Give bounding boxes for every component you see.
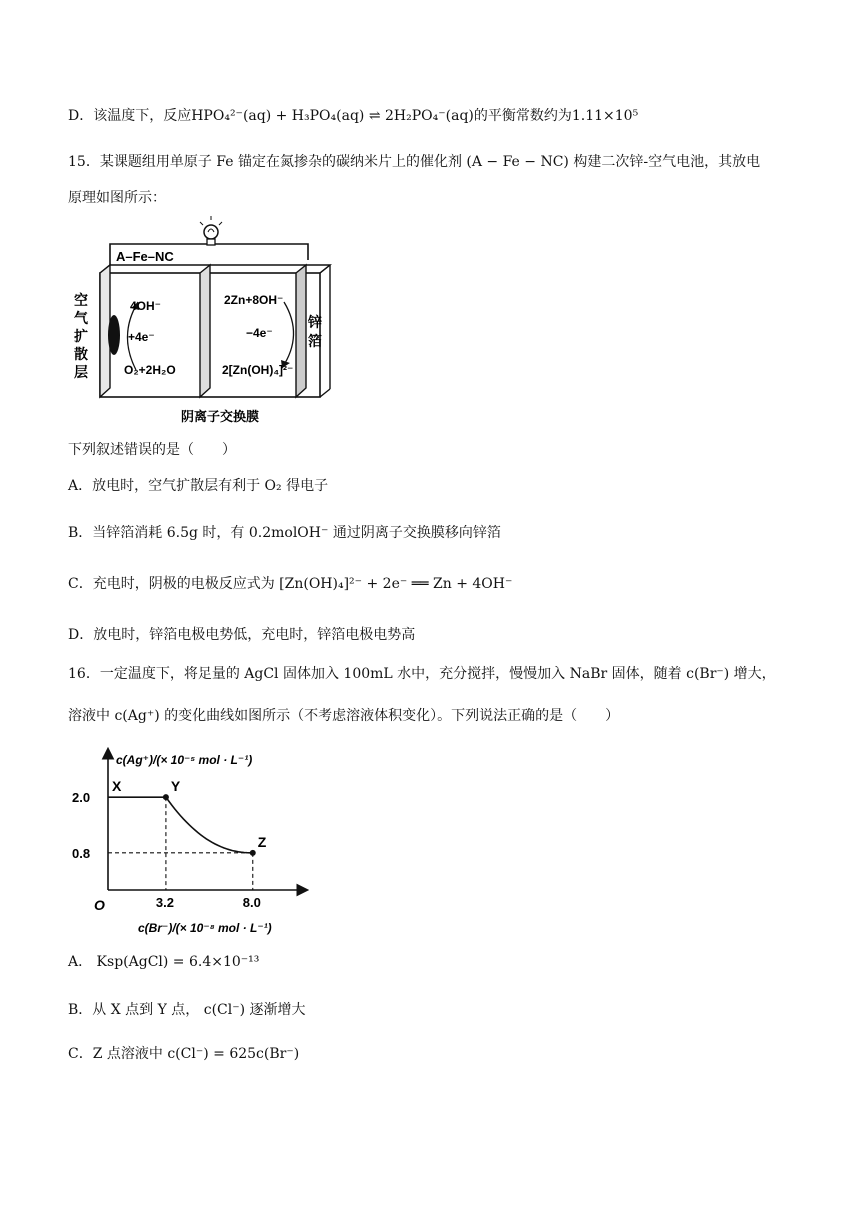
q16-option-c: C．Z 点溶液中 c(Cl⁻) = 625c(Br⁻)	[68, 1046, 300, 1062]
ag-concentration-chart	[68, 738, 328, 940]
air-layer-char-2: 气	[74, 310, 88, 326]
q15-option-b: B．当锌箔消耗 6.5g 时，有 0.2molOH⁻ 通过阴离子交换膜移向锌箔	[68, 525, 501, 541]
curve-segment-y-z	[166, 797, 253, 853]
air-layer-char-5: 层	[74, 364, 88, 380]
x-tick-label: 8.0	[242, 895, 261, 910]
point-z	[250, 850, 256, 856]
q16-option-a: A． Ksp(AgCl) = 6.4×10⁻¹³	[68, 954, 260, 970]
left-mid-label: +4e⁻	[128, 330, 155, 344]
point-label-z: Z	[257, 833, 267, 850]
q15-stem-line-1: 15．某课题组用单原子 Fe 锚定在氮掺杂的碳纳米片上的催化剂 (A − Fe − NC) 构建二次锌-空气电池，其放电	[68, 154, 761, 170]
point-y	[163, 794, 169, 800]
q14-option-d: D．该温度下，反应HPO₄²⁻(aq) + H₃PO₄(aq) ⇌ 2H₂PO₄⁻(aq)的平衡常数约为1.11×10⁵	[68, 108, 639, 124]
right-top-label: 2Zn+8OH⁻	[224, 293, 284, 307]
q16-stem-line-1: 16．一定温度下，将足量的 AgCl 固体加入 100mL 水中，充分搅拌，慢慢加入 NaBr 固体，随着 c(Br⁻) 增大，	[68, 666, 776, 682]
x-tick-label: 3.2	[155, 895, 174, 910]
point-label-y: Y	[170, 778, 181, 795]
q15-option-c: C．充电时，阴极的电极反应式为 [Zn(OH)₄]²⁻ + 2e⁻ ══ Zn + 4OH⁻	[68, 576, 513, 592]
q15-option-d: D．放电时，锌箔电极电势低，充电时，锌箔电极电势高	[68, 627, 416, 643]
left-top-label: 4OH⁻	[130, 299, 162, 313]
y-tick-label: 2.0	[72, 790, 91, 806]
point-label-x: X	[112, 778, 122, 795]
q15-stem-line-2: 原理如图所示：	[68, 190, 166, 206]
q16-option-b: B．从 X 点到 Y 点， c(Cl⁻) 逐渐增大	[68, 1002, 306, 1018]
right-bottom-label: 2[Zn(OH)₄]²⁻	[222, 363, 294, 377]
q15-option-a: A．放电时，空气扩散层有利于 O₂ 得电子	[68, 478, 329, 494]
air-layer-char-3: 扩	[74, 328, 88, 344]
x-axis-label: c(Br⁻)/(× 10⁻⁸ mol · L⁻¹)	[138, 921, 272, 935]
left-bottom-label: O₂+2H₂O	[124, 363, 176, 377]
y-tick-label: 0.8	[72, 845, 91, 861]
bulb-icon	[200, 216, 222, 245]
right-mid-label: −4e⁻	[246, 326, 273, 340]
q16-stem-line-2: 溶液中 c(Ag⁺) 的变化曲线如图所示（不考虑溶液体积变化）。下列说法正确的是（ ）	[68, 708, 620, 724]
zinc-foil-char-1: 锌	[308, 314, 322, 330]
zinc-air-battery-diagram	[68, 210, 338, 432]
origin-label: O	[94, 897, 105, 913]
q15-question: 下列叙述错误的是（ ）	[68, 442, 236, 458]
air-layer-char-1: 空	[74, 292, 88, 308]
zinc-foil-char-2: 箔	[308, 333, 322, 349]
air-layer-char-4: 散	[74, 346, 88, 362]
membrane-label: 阴离子交换膜	[181, 409, 260, 424]
y-axis-label: c(Ag⁺)/(× 10⁻⁵ mol · L⁻¹)	[116, 753, 253, 767]
catalyst-label: A–Fe–NC	[116, 249, 174, 264]
